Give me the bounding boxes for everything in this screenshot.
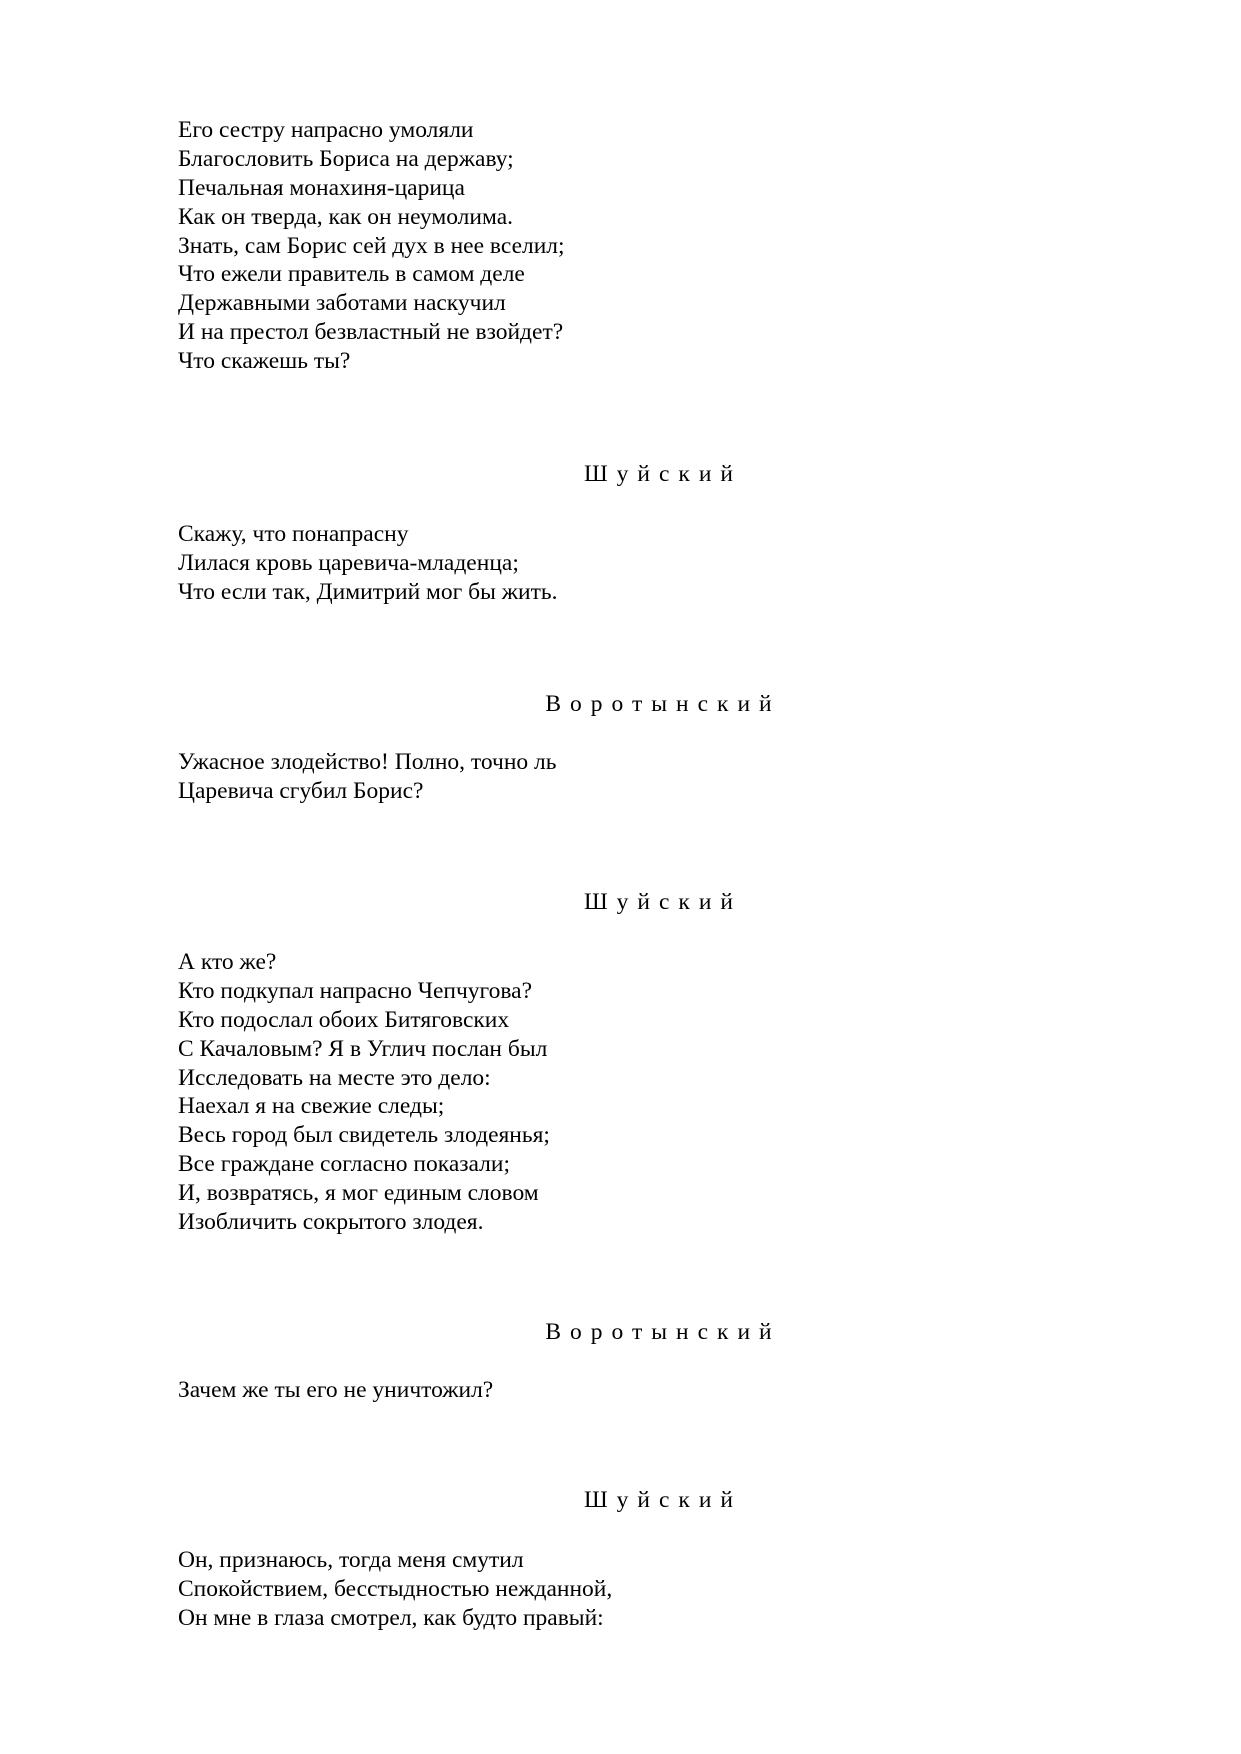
verse-line: Его сестру напрасно умоляли (178, 117, 474, 143)
verse-line: А кто же? (178, 949, 277, 975)
verse-line: Печальная монахиня-царица (178, 174, 465, 201)
verse-line: С Качаловым? Я в Углич послан был (178, 1035, 548, 1062)
speaker-name: Шуйский (583, 1487, 743, 1513)
verse-line: Что ежели правитель в самом деле (178, 261, 525, 288)
verse-line: Он, признаюсь, тогда меня смутил (178, 1547, 524, 1573)
verse-line: Что скажешь ты? (178, 348, 351, 375)
verse-block (178, 748, 557, 806)
verse-block (178, 1376, 493, 1405)
verse-line: Он мне в глаза смотрел, как будто правый: (178, 1604, 604, 1631)
verse-line: Исследовать на месте это дело: (178, 1064, 491, 1091)
verse-line: Спокойствием, бесстыдностью нежданной, (178, 1575, 613, 1602)
speaker-name: Воротынский (545, 1319, 781, 1345)
verse-line: Лилася кровь царевича-младенца; (178, 549, 519, 576)
verse-line: Ужасное злодейство! Полно, точно ль (178, 749, 557, 775)
verse-block (178, 520, 557, 607)
verse-line: Зачем же ты его не уничтожил? (178, 1377, 494, 1403)
verse-line: Изобличить сокрытого злодея. (178, 1209, 484, 1236)
verse-line: Благословить Бориса на державу; (178, 145, 514, 172)
verse-line: Знать, сам Борис сей дух в нее вселил; (178, 232, 565, 259)
verse-line: Державными заботами наскучил (178, 290, 506, 317)
verse-block (178, 1546, 612, 1633)
speaker-name: Шуйский (583, 461, 743, 487)
verse-line: Весь город был свидетель злодеянья; (178, 1122, 550, 1149)
verse-line: Скажу, что понапрасну (178, 521, 409, 547)
verse-line: И на престол безвластный не взойдет? (178, 319, 564, 346)
verse-block (178, 116, 565, 376)
verse-block (178, 948, 550, 1237)
verse-line: Что если так, Димитрий мог бы жить. (178, 578, 558, 605)
verse-line: Царевича сгубил Борис? (178, 777, 424, 804)
verse-line: Кто подкупал напрасно Чепчугова? (178, 977, 533, 1004)
verse-line: Все граждане согласно показали; (178, 1151, 511, 1178)
verse-line: Наехал я на свежие следы; (178, 1093, 445, 1120)
speaker-name: Воротынский (545, 691, 781, 717)
speaker-name: Шуйский (583, 889, 743, 915)
verse-line: И, возвратясь, я мог единым словом (178, 1180, 539, 1207)
verse-line: Как он тверда, как он неумолима. (178, 203, 514, 230)
verse-line: Кто подослал обоих Битяговских (178, 1006, 510, 1033)
